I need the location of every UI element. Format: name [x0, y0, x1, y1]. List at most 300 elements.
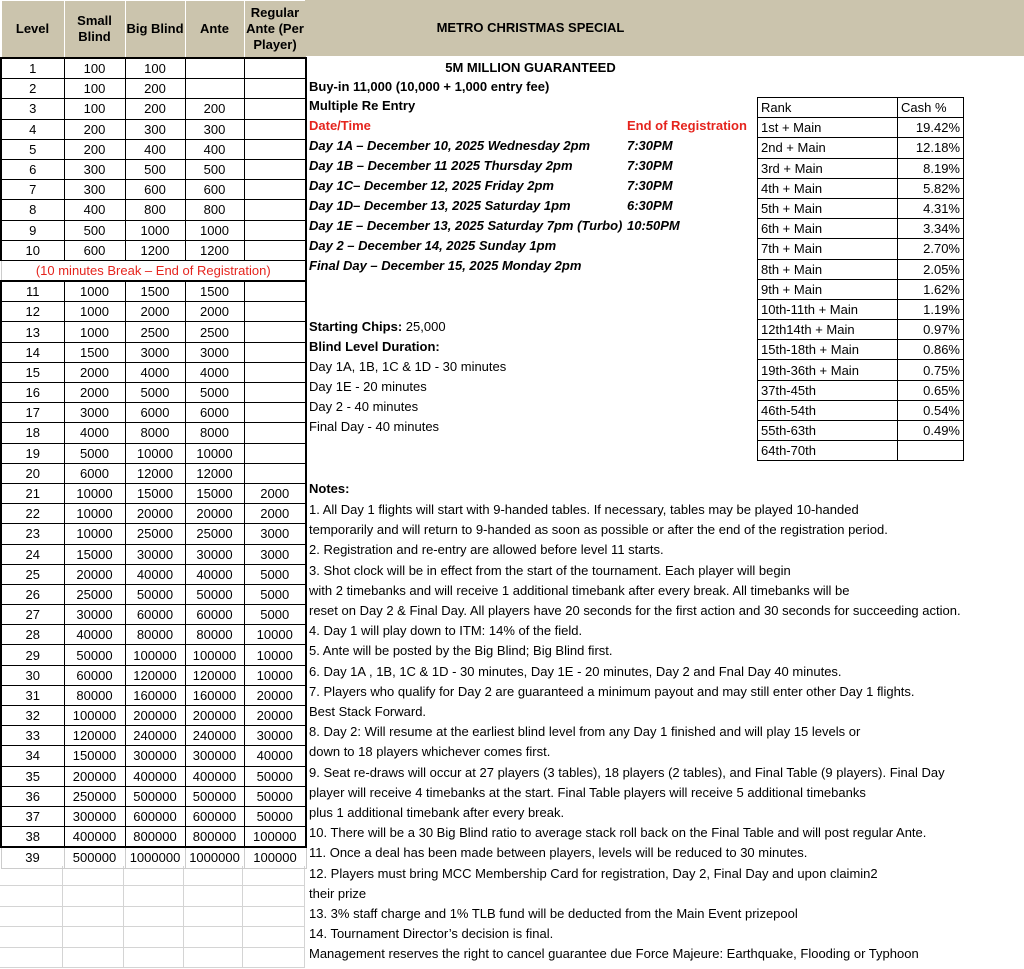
level-cell: 9	[1, 220, 64, 240]
big-blind-cell: 400000	[125, 766, 185, 786]
ante-cell: 80000	[185, 625, 244, 645]
regular-ante-cell: 30000	[244, 726, 306, 746]
schedule-day: Final Day – December 15, 2025 Monday 2pm	[309, 258, 582, 273]
regular-ante-cell	[244, 240, 306, 260]
small-blind-cell: 2000	[64, 362, 125, 382]
ante-cell: 500000	[185, 786, 244, 806]
big-blind-cell: 80000	[125, 625, 185, 645]
payout-row	[758, 400, 964, 420]
level-cell: 22	[1, 504, 64, 524]
small-blind-cell: 400000	[64, 827, 125, 848]
blind-level-row	[1, 766, 306, 786]
big-blind-cell: 1500	[125, 281, 185, 302]
ante-cell: 300	[185, 119, 244, 139]
small-blind-cell: 100	[64, 79, 125, 99]
regular-ante-cell: 3000	[244, 544, 306, 564]
big-blind-cell: 1000	[125, 220, 185, 240]
big-blind-cell: 800000	[125, 827, 185, 848]
payout-row	[758, 118, 964, 138]
level-cell: 17	[1, 403, 64, 423]
note-line: 11. Once a deal has been made between players, levels will be reduced to 30 minutes.	[309, 845, 808, 861]
ante-cell: 1000000	[185, 847, 244, 868]
payout-row	[758, 138, 964, 158]
regular-ante-cell	[244, 463, 306, 483]
small-blind-cell: 50000	[64, 645, 125, 665]
ante-cell: 6000	[185, 403, 244, 423]
big-blind-cell: 100000	[125, 645, 185, 665]
small-blind-cell: 300	[64, 180, 125, 200]
ante-cell: 200	[185, 99, 244, 119]
payout-rank: 37th-45th	[758, 380, 898, 400]
blind-level-row	[1, 119, 306, 139]
empty-cell	[184, 886, 243, 906]
level-cell: 30	[1, 665, 64, 685]
blind-level-row	[1, 847, 306, 868]
big-blind-cell: 800	[125, 200, 185, 220]
payout-percent: 0.75%	[898, 360, 964, 380]
small-blind-cell: 300	[64, 159, 125, 179]
level-cell: 19	[1, 443, 64, 463]
level-cell: 23	[1, 524, 64, 544]
ante-cell: 600	[185, 180, 244, 200]
big-blind-cell: 200000	[125, 706, 185, 726]
payout-row	[758, 158, 964, 178]
small-blind-cell: 250000	[64, 786, 125, 806]
payout-percent	[898, 441, 964, 461]
level-cell: 33	[1, 726, 64, 746]
empty-cell	[63, 948, 124, 968]
empty-cell	[243, 907, 305, 927]
blind-level-row	[1, 806, 306, 826]
ante-cell: 800000	[185, 827, 244, 848]
blind-level-row	[1, 544, 306, 564]
small-blind-cell: 1500	[64, 342, 125, 362]
regular-ante-cell: 50000	[244, 806, 306, 826]
blind-level-row	[1, 645, 306, 665]
blind-level-row	[1, 383, 306, 403]
level-cell: 10	[1, 240, 64, 260]
schedule-day: Day 2 – December 14, 2025 Sunday 1pm	[309, 238, 557, 253]
ante-cell: 12000	[185, 463, 244, 483]
schedule-day: Day 1B – December 11 2025 Thursday 2pm	[309, 158, 573, 173]
small-blind-cell: 80000	[64, 685, 125, 705]
regular-ante-cell: 40000	[244, 746, 306, 766]
regular-ante-cell: 20000	[244, 685, 306, 705]
big-blind-cell: 300	[125, 119, 185, 139]
regular-ante-cell	[244, 200, 306, 220]
ante-cell: 25000	[185, 524, 244, 544]
blind-level-row	[1, 827, 306, 848]
level-cell: 26	[1, 584, 64, 604]
small-blind-cell: 4000	[64, 423, 125, 443]
blind-level-row	[1, 625, 306, 645]
blind-level-row	[1, 423, 306, 443]
page-title: METRO CHRISTMAS SPECIAL	[436, 20, 625, 35]
big-blind-cell: 1000000	[125, 847, 185, 868]
big-blind-cell: 600000	[125, 806, 185, 826]
level-cell: 38	[1, 827, 64, 848]
big-blind-cell: 400	[125, 139, 185, 159]
big-blind-cell: 300000	[125, 746, 185, 766]
empty-cell	[243, 886, 305, 906]
ante-cell: 10000	[185, 443, 244, 463]
ante-cell: 8000	[185, 423, 244, 443]
schedule-day: Day 1E – December 13, 2025 Saturday 7pm (Turbo)	[309, 218, 623, 233]
blind-level-row	[1, 281, 306, 302]
level-cell: 1	[1, 58, 64, 79]
level-cell: 34	[1, 746, 64, 766]
small-blind-cell: 200000	[64, 766, 125, 786]
regular-ante-cell: 10000	[244, 665, 306, 685]
payout-percent: 1.62%	[898, 279, 964, 299]
blind-level-row	[1, 362, 306, 382]
regular-ante-cell	[244, 79, 306, 99]
ante-cell: 300000	[185, 746, 244, 766]
small-blind-cell: 15000	[64, 544, 125, 564]
empty-cell	[0, 927, 63, 947]
big-blind-cell: 100	[125, 58, 185, 79]
payout-rank: 7th + Main	[758, 239, 898, 259]
regular-ante-cell: 5000	[244, 584, 306, 604]
blind-duration-label: Blind Level Duration:	[309, 339, 440, 354]
ante-cell	[185, 79, 244, 99]
small-blind-cell: 100	[64, 99, 125, 119]
level-cell: 20	[1, 463, 64, 483]
payout-row	[758, 219, 964, 239]
header-regular-ante: Regular Ante (Per Player)	[244, 1, 306, 59]
starting-chips-value: 25,000	[402, 319, 446, 334]
regular-ante-cell	[244, 383, 306, 403]
small-blind-cell: 1000	[64, 281, 125, 302]
big-blind-cell: 12000	[125, 463, 185, 483]
payout-rank: 9th + Main	[758, 279, 898, 299]
payout-row	[758, 178, 964, 198]
empty-cell	[63, 886, 124, 906]
small-blind-cell: 100	[64, 58, 125, 79]
payout-row	[758, 239, 964, 259]
schedule-end-registration: 7:30PM	[627, 178, 673, 193]
ante-cell: 5000	[185, 383, 244, 403]
payout-rank: 15th-18th + Main	[758, 340, 898, 360]
payout-rank: 46th-54th	[758, 400, 898, 420]
schedule-end-registration: 7:30PM	[627, 158, 673, 173]
ante-cell: 50000	[185, 584, 244, 604]
blind-level-row	[1, 524, 306, 544]
big-blind-cell: 5000	[125, 383, 185, 403]
note-line: with 2 timebanks and will receive 1 additional timebank after every break. All timebanks will be	[309, 582, 850, 598]
regular-ante-cell	[244, 322, 306, 342]
schedule-day: Day 1D– December 13, 2025 Saturday 1pm	[309, 198, 571, 213]
small-blind-cell: 25000	[64, 584, 125, 604]
payout-row	[758, 380, 964, 400]
empty-cell	[243, 866, 305, 886]
regular-ante-cell	[244, 281, 306, 302]
empty-cell	[124, 886, 184, 906]
note-line: 6. Day 1A , 1B, 1C & 1D - 30 minutes, Day 1E - 20 minutes, Day 2 and Fnal Day 40 minutes.	[309, 663, 842, 679]
small-blind-cell: 30000	[64, 605, 125, 625]
duration-item: Final Day - 40 minutes	[309, 419, 440, 434]
regular-ante-cell: 3000	[244, 524, 306, 544]
level-cell: 37	[1, 806, 64, 826]
empty-cell	[63, 866, 124, 886]
ante-cell: 4000	[185, 362, 244, 382]
blind-level-row	[1, 605, 306, 625]
starting-chips	[309, 319, 446, 335]
note-line: 12. Players must bring MCC Membership Card for registration, Day 2, Final Day and upon claimin2	[309, 865, 878, 881]
duration-item: Day 2 - 40 minutes	[309, 399, 419, 414]
payout-rank: 19th-36th + Main	[758, 360, 898, 380]
regular-ante-cell	[244, 403, 306, 423]
note-line: reset on Day 2 & Final Day. All players have 20 seconds for the first action and 30 seconds for succeeding action.	[309, 603, 961, 618]
note-line: temporarily and will return to 9-handed as soon as possible or after the end of the registration period.	[309, 522, 888, 538]
blind-level-row	[1, 240, 306, 260]
empty-cell	[0, 907, 63, 927]
empty-cell	[184, 927, 243, 947]
schedule-day: Day 1C– December 12, 2025 Friday 2pm	[309, 178, 554, 193]
level-cell: 28	[1, 625, 64, 645]
blind-level-row	[1, 463, 306, 483]
level-cell: 31	[1, 685, 64, 705]
note-line: plus 1 additional timebank after every break.	[309, 805, 565, 820]
regular-ante-cell	[244, 220, 306, 240]
regular-ante-cell	[244, 99, 306, 119]
buyin-text: Buy-in 11,000 (10,000 + 1,000 entry fee)	[309, 79, 550, 94]
level-cell: 25	[1, 564, 64, 584]
blind-level-row	[1, 220, 306, 240]
empty-cell	[0, 948, 63, 968]
payout-percent: 2.05%	[898, 259, 964, 279]
note-line: their prize	[309, 885, 367, 901]
big-blind-cell: 2500	[125, 322, 185, 342]
big-blind-cell: 3000	[125, 342, 185, 362]
ante-cell: 40000	[185, 564, 244, 584]
schedule-end-registration: 10:50PM	[627, 218, 680, 233]
note-line: 9. Seat re-draws will occur at 27 players (3 tables), 18 players (2 tables), and Final Table (9 players). Final Day	[309, 764, 945, 780]
blind-level-row	[1, 302, 306, 322]
payout-row	[758, 421, 964, 441]
small-blind-cell: 120000	[64, 726, 125, 746]
schedule-day: Day 1A – December 10, 2025 Wednesday 2pm	[309, 138, 591, 153]
empty-cell	[184, 948, 243, 968]
level-cell: 2	[1, 79, 64, 99]
big-blind-cell: 120000	[125, 665, 185, 685]
regular-ante-cell	[244, 58, 306, 79]
level-cell: 39	[1, 847, 64, 868]
payout-rank: 64th-70th	[758, 441, 898, 461]
note-line: Management reserves the right to cancel guarantee due Force Majeure: Earthquake, Flooding or Typhoon	[309, 946, 919, 962]
note-line: down to 18 players whichever comes first.	[309, 744, 551, 760]
big-blind-cell: 160000	[125, 685, 185, 705]
level-cell: 35	[1, 766, 64, 786]
empty-cell	[0, 886, 63, 906]
payout-rank: 55th-63th	[758, 421, 898, 441]
payout-rank: 5th + Main	[758, 198, 898, 218]
rank-header: Rank	[758, 98, 898, 118]
ante-cell: 120000	[185, 665, 244, 685]
level-cell: 7	[1, 180, 64, 200]
small-blind-cell: 10000	[64, 504, 125, 524]
payout-rank: 4th + Main	[758, 178, 898, 198]
note-line: 8. Day 2: Will resume at the earliest blind level from any Day 1 finished and will play 15 levels or	[309, 724, 861, 740]
regular-ante-cell: 100000	[244, 827, 306, 848]
regular-ante-cell: 5000	[244, 564, 306, 584]
empty-cell	[243, 948, 305, 968]
level-cell: 3	[1, 99, 64, 119]
ante-cell: 1500	[185, 281, 244, 302]
small-blind-cell: 20000	[64, 564, 125, 584]
payout-rank: 2nd + Main	[758, 138, 898, 158]
small-blind-cell: 6000	[64, 463, 125, 483]
small-blind-cell: 100000	[64, 706, 125, 726]
reentry-text: Multiple Re Entry	[309, 98, 416, 113]
level-cell: 29	[1, 645, 64, 665]
big-blind-cell: 15000	[125, 483, 185, 503]
regular-ante-cell: 50000	[244, 766, 306, 786]
regular-ante-cell	[244, 119, 306, 139]
payout-rank: 6th + Main	[758, 219, 898, 239]
empty-cell	[63, 927, 124, 947]
payout-percent: 2.70%	[898, 239, 964, 259]
ante-cell: 2500	[185, 322, 244, 342]
level-cell: 6	[1, 159, 64, 179]
small-blind-cell: 2000	[64, 383, 125, 403]
note-line: 1. All Day 1 flights will start with 9-handed tables. If necessary, tables may be played 10-handed	[309, 502, 859, 517]
level-cell: 13	[1, 322, 64, 342]
payout-percent: 12.18%	[898, 138, 964, 158]
payout-rank: 10th-11th + Main	[758, 299, 898, 319]
small-blind-cell: 300000	[64, 806, 125, 826]
big-blind-cell: 10000	[125, 443, 185, 463]
level-cell: 4	[1, 119, 64, 139]
small-blind-cell: 10000	[64, 524, 125, 544]
level-cell: 27	[1, 605, 64, 625]
ante-cell: 30000	[185, 544, 244, 564]
level-cell: 5	[1, 139, 64, 159]
ante-cell: 100000	[185, 645, 244, 665]
regular-ante-cell: 2000	[244, 483, 306, 503]
note-line: Best Stack Forward.	[309, 704, 427, 719]
small-blind-cell: 60000	[64, 665, 125, 685]
regular-ante-cell: 5000	[244, 605, 306, 625]
level-cell: 36	[1, 786, 64, 806]
blind-level-row	[1, 99, 306, 119]
small-blind-cell: 200	[64, 139, 125, 159]
regular-ante-cell: 20000	[244, 706, 306, 726]
big-blind-cell: 6000	[125, 403, 185, 423]
payout-row	[758, 320, 964, 340]
empty-cell	[124, 866, 184, 886]
blind-level-row	[1, 139, 306, 159]
payout-rank: 1st + Main	[758, 118, 898, 138]
big-blind-cell: 50000	[125, 584, 185, 604]
level-cell: 24	[1, 544, 64, 564]
level-cell: 32	[1, 706, 64, 726]
payout-percent: 19.42%	[898, 118, 964, 138]
regular-ante-cell	[244, 159, 306, 179]
payout-percent: 0.97%	[898, 320, 964, 340]
blind-level-row	[1, 322, 306, 342]
blind-structure-table	[0, 0, 307, 869]
regular-ante-cell	[244, 139, 306, 159]
level-cell: 14	[1, 342, 64, 362]
break-row	[1, 260, 306, 281]
level-cell: 21	[1, 483, 64, 503]
blind-level-row	[1, 443, 306, 463]
small-blind-cell: 200	[64, 119, 125, 139]
big-blind-cell: 25000	[125, 524, 185, 544]
payout-percent: 3.34%	[898, 219, 964, 239]
level-cell: 8	[1, 200, 64, 220]
ante-cell: 2000	[185, 302, 244, 322]
payout-rank: 12th14th + Main	[758, 320, 898, 340]
note-line: 10. There will be a 30 Big Blind ratio to average stack roll back on the Final Table and will post regular Ante.	[309, 825, 927, 841]
regular-ante-cell	[244, 443, 306, 463]
payout-row	[758, 340, 964, 360]
level-cell: 15	[1, 362, 64, 382]
regular-ante-cell: 10000	[244, 625, 306, 645]
schedule-end-registration: 7:30PM	[627, 138, 673, 153]
big-blind-cell: 600	[125, 180, 185, 200]
duration-item: Day 1E - 20 minutes	[309, 379, 427, 394]
schedule-end-registration: 6:30PM	[627, 198, 673, 213]
empty-cell	[124, 927, 184, 947]
big-blind-cell: 500	[125, 159, 185, 179]
payout-percent: 0.86%	[898, 340, 964, 360]
empty-cell	[184, 907, 243, 927]
ante-cell: 240000	[185, 726, 244, 746]
blind-level-row	[1, 564, 306, 584]
duration-item: Day 1A, 1B, 1C & 1D - 30 minutes	[309, 359, 507, 374]
date-time-header: Date/Time	[309, 118, 371, 133]
payout-percent: 5.82%	[898, 178, 964, 198]
blind-level-row	[1, 685, 306, 705]
small-blind-cell: 5000	[64, 443, 125, 463]
payout-percent: 1.19%	[898, 299, 964, 319]
ante-cell: 500	[185, 159, 244, 179]
regular-ante-cell: 2000	[244, 504, 306, 524]
header-big-blind: Big Blind	[125, 1, 185, 59]
payout-percent: 8.19%	[898, 158, 964, 178]
blind-level-row	[1, 58, 306, 79]
empty-cell	[243, 927, 305, 947]
notes-heading: Notes:	[309, 481, 350, 496]
payout-percent: 0.54%	[898, 400, 964, 420]
small-blind-cell: 1000	[64, 302, 125, 322]
note-line: 3. Shot clock will be in effect from the start of the tournament. Each player will begin	[309, 562, 791, 578]
big-blind-cell: 1200	[125, 240, 185, 260]
small-blind-cell: 3000	[64, 403, 125, 423]
small-blind-cell: 40000	[64, 625, 125, 645]
note-line: 2. Registration and re-entry are allowed before level 11 starts.	[309, 542, 664, 558]
ante-cell: 400	[185, 139, 244, 159]
big-blind-cell: 200	[125, 99, 185, 119]
cash-header: Cash %	[898, 98, 964, 118]
big-blind-cell: 40000	[125, 564, 185, 584]
small-blind-cell: 500000	[64, 847, 125, 868]
big-blind-cell: 2000	[125, 302, 185, 322]
payout-percent: 4.31%	[898, 198, 964, 218]
empty-cell	[0, 866, 63, 886]
level-cell: 16	[1, 383, 64, 403]
big-blind-cell: 500000	[125, 786, 185, 806]
blind-level-row	[1, 403, 306, 423]
ante-cell: 15000	[185, 483, 244, 503]
note-line: 13. 3% staff charge and 1% TLB fund will be deducted from the Main Event prizepool	[309, 906, 798, 921]
blind-table-header-row	[1, 1, 306, 59]
regular-ante-cell	[244, 302, 306, 322]
note-line: 4. Day 1 will play down to ITM: 14% of the field.	[309, 623, 583, 639]
ante-cell: 60000	[185, 605, 244, 625]
